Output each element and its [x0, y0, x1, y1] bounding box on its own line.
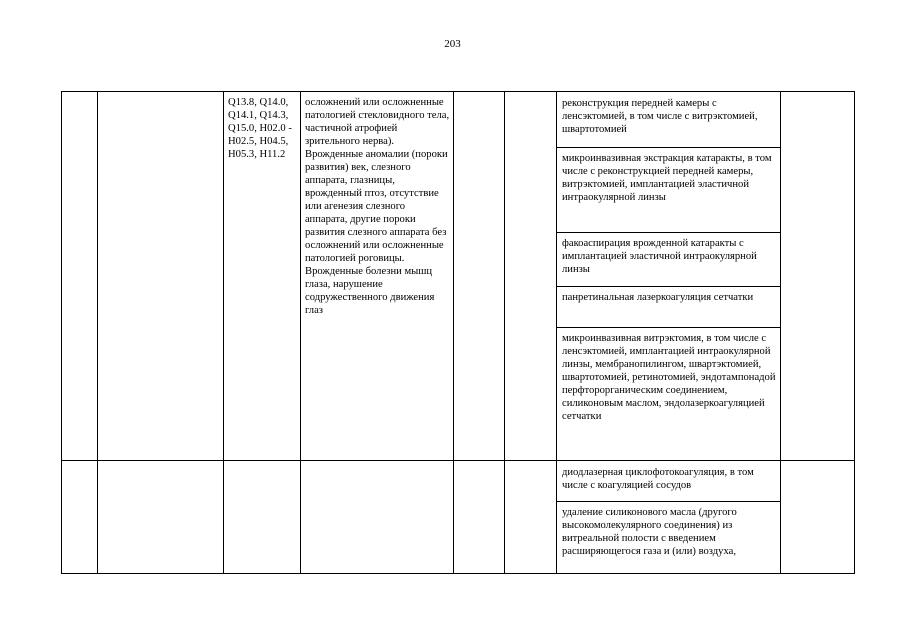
method-item: панретинальная лазеркоагуляция сетчатки: [557, 286, 780, 327]
method-item: микроинвазивная витрэктомия, в том числе с ленсэктомией, имплантацией интраокулярной линзы, мембранопилингом, швартэктомией, швартотомией, ретинотомией, эндотампонадой перфторорганическим соединением, силиконовым маслом, эндолазеркоагуляцией сетчатки: [557, 327, 780, 427]
method-item: диодлазерная циклофотокоагуляция, в том числе с коагуляцией сосудов: [562, 467, 754, 491]
cell-treatment-type: [505, 461, 557, 574]
cell-treatment-type: [505, 92, 557, 461]
method-item: реконструкция передней камеры с ленсэктомией, в том числе с витрэктомией, швартотомией: [562, 98, 758, 135]
cell-number: [62, 461, 98, 574]
cell-icd-codes: [224, 461, 301, 574]
cell-diagnosis: осложнений или осложненные патологией стекловидного тела, частичной атрофией зрительного нерва). Врожденные аномалии (пороки развития) век, слезного аппарата, глазницы, врожденный птоз, отсутствие или агенезия слезного аппарата, другие пороки развития слезного аппарата без осложнений или осложненные патологией роговицы. Врожденные болезни мышц глаза, нарушение содружественного движения глаз: [301, 92, 454, 461]
procedures-table: [61, 91, 855, 574]
cell-cost: [781, 92, 855, 461]
cell-treatment-methods: [557, 461, 781, 574]
page-number: 203: [444, 38, 461, 50]
table-row: [62, 92, 855, 461]
cell-group-name: [98, 461, 224, 574]
cell-patient-model: [454, 92, 505, 461]
cell-diagnosis: [301, 461, 454, 574]
cell-patient-model: [454, 461, 505, 574]
cell-icd-codes: Q13.8, Q14.0, Q14.1, Q14.3, Q15.0, H02.0 - H02.5, H04.5, H05.3, H11.2: [224, 92, 301, 461]
cell-number: [62, 92, 98, 461]
method-item: микроинвазивная экстракция катаракты, в том числе с реконструкцией передней камеры, витрэктомией, имплантацией эластичной интраокулярной линзы: [557, 147, 780, 232]
cell-treatment-methods: [557, 92, 781, 461]
table-row: [62, 461, 855, 574]
cell-group-name: [98, 92, 224, 461]
method-item: удаление силиконового масла (другого высокомолекулярного соединения) из витреальной полости с введением расширяющегося газа и (или) воздуха,: [557, 501, 780, 562]
method-item: факоаспирация врожденной катаракты с имплантацией эластичной интраокулярной линзы: [557, 232, 780, 286]
cell-cost: [781, 461, 855, 574]
